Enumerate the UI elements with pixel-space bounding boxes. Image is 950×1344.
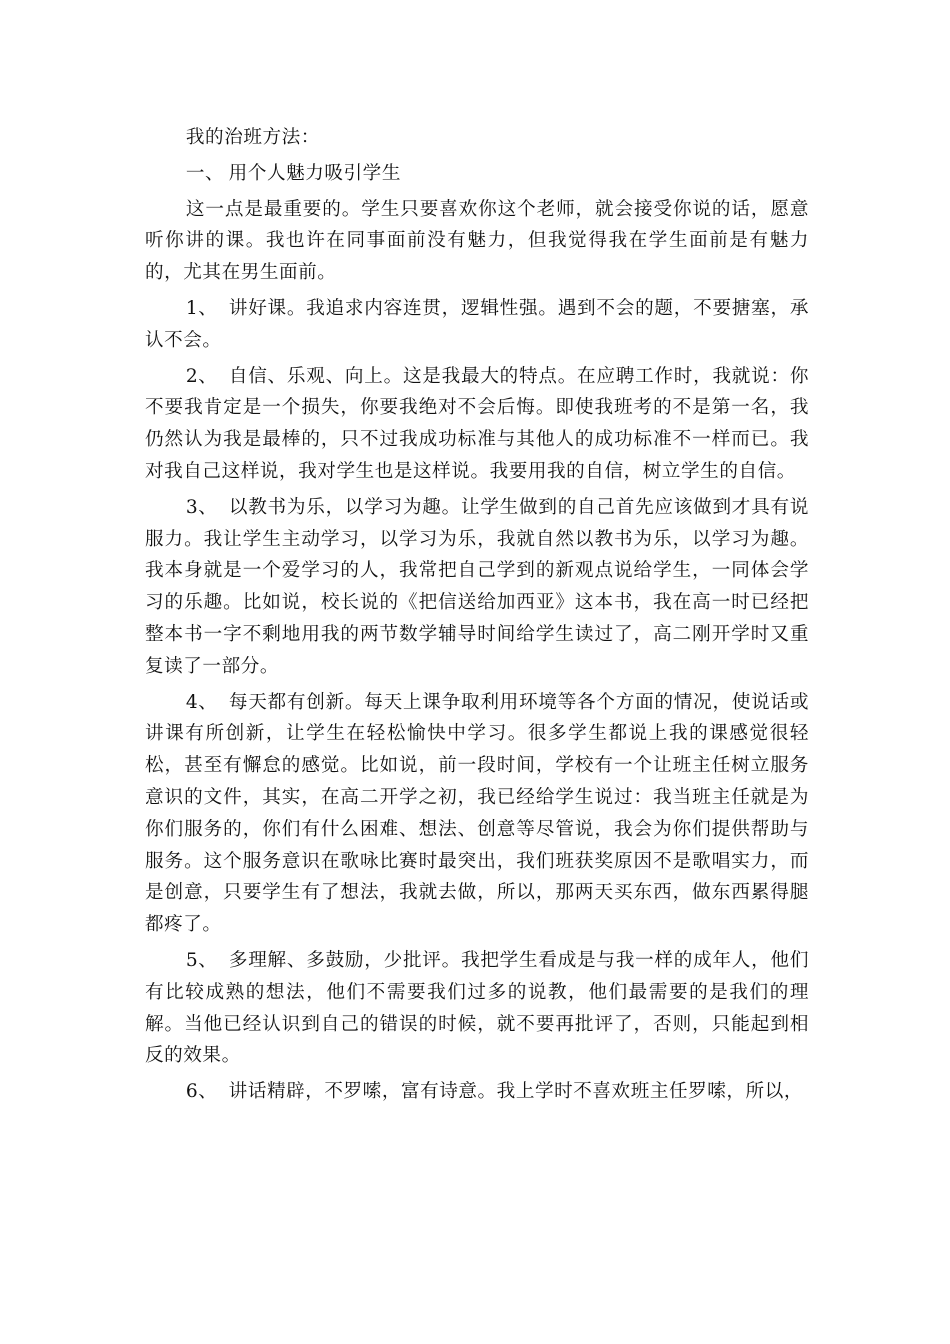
item-text: 每天都有创新。每天上课争取利用环境等各个方面的情况，使说话或讲课有所创新，让学生在轻松愉快中学习。很多学生都说上我的课感觉很轻松，甚至有懈怠的感觉。比如说，前一段时间，学校有一个让班主任树立服务意识的文件，其实，在高二开学之初，我已经给学生说过：我当班主任就是为你们服务的，你们有什么困难、想法、创意等尽管说，我会为你们提供帮助与服务。这个服务意识在歌咏比赛时最突出，我们班获奖原因不是歌唱实力，而是创意，只要学生有了想法，我就去做，所以，那两天买东西，做东西累得腿都疼了。 [145,691,809,936]
document-body [145,122,809,1108]
item-number: 4、 [185,691,218,713]
list-item [145,1076,809,1108]
intro-paragraph: 这一点是最重要的。学生只要喜欢你这个老师，就会接受你说的话，愿意听你讲的课。我也许在同事面前没有魅力，但我觉得我在学生面前是有魅力的，尤其在男生面前。 [145,198,809,284]
item-text: 讲话精辟，不罗嗦，富有诗意。我上学时不喜欢班主任罗嗦，所以， [228,1081,803,1103]
item-number: 5、 [185,949,218,971]
item-text: 以教书为乐，以学习为趣。让学生做到的自己首先应该做到才具有说服力。我让学生主动学习，以学习为乐，我就自然以教书为乐，以学习为趣。我本身就是一个爱学习的人，我常把自己学到的新观点说给学生，一同体会学习的乐趣。比如说，校长说的《把信送给加西亚》这本书，我在高一时已经把整本书一字不剩地用我的两节数学辅导时间给学生读过了，高二刚开学时又重复读了一部分。 [145,496,809,677]
section-heading-text: 用个人魅力吸引学生 [228,162,401,184]
item-text: 多理解、多鼓励，少批评。我把学生看成是与我一样的成年人，他们有比较成熟的想法，他们不需要我们过多的说教，他们最需要的是我们的理解。当他已经认识到自己的错误的时候，就不要再批评了，否则，只能起到相反的效果。 [145,949,809,1067]
list-item [145,361,809,488]
list-item [145,293,809,357]
item-number: 6、 [185,1081,218,1103]
list-item [145,945,809,1072]
item-number: 3、 [185,496,218,518]
item-text: 自信、乐观、向上。这是我最大的特点。在应聘工作时，我就说：你不要我肯定是一个损失，你要我绝对不会后悔。即使我班考的不是第一名，我仍然认为我是最棒的，只不过我成功标准与其他人的成功标准不一样而已。我对我自己这样说，我对学生也是这样说。我要用我的自信，树立学生的自信。 [145,365,809,482]
section-heading [145,158,809,190]
list-item [145,687,809,941]
item-number: 2、 [185,365,218,387]
title-text: 我的治班方法： [185,127,320,148]
item-text: 讲好课。我追求内容连贯，逻辑性强。遇到不会的题，不要搪塞，承认不会。 [145,297,809,351]
section-number: 一、 [185,162,225,184]
list-item [145,492,809,683]
document-title [145,122,809,154]
item-number: 1、 [185,297,218,319]
